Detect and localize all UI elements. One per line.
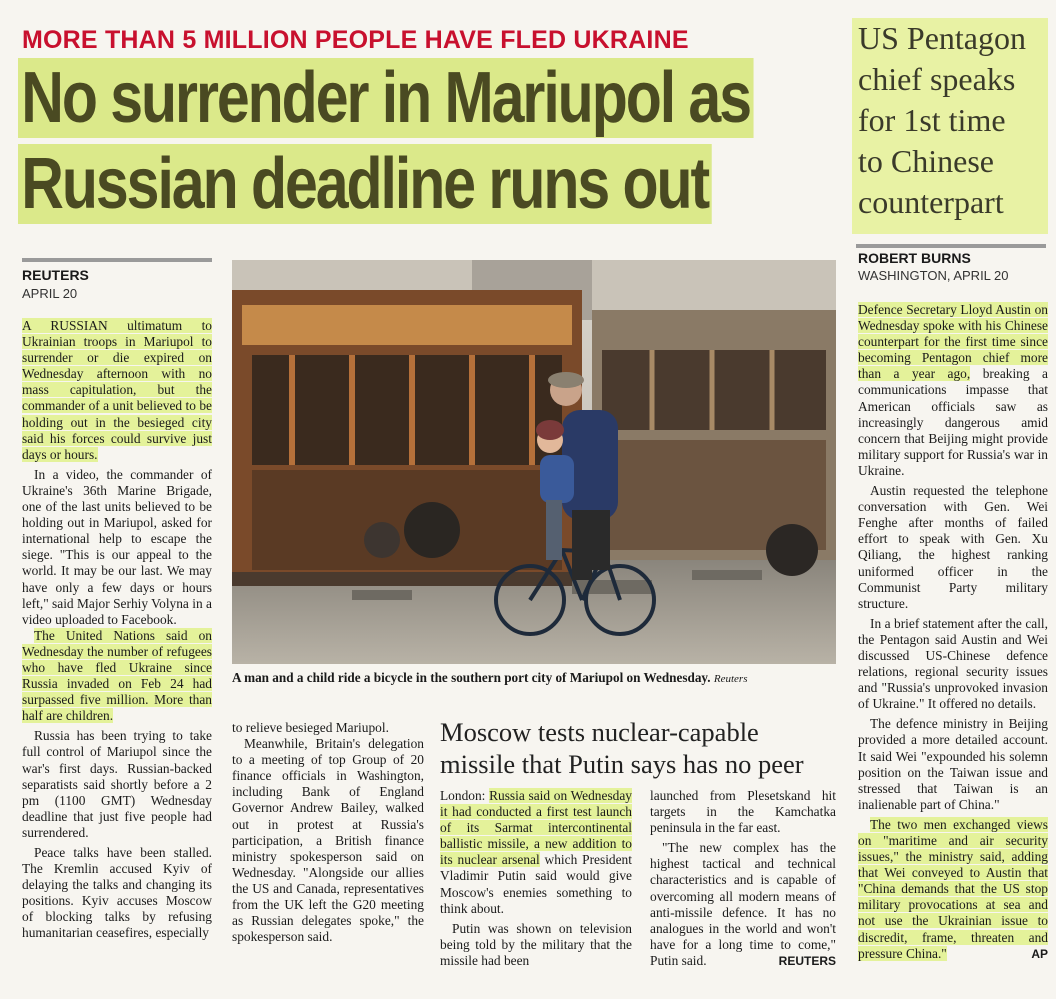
story-text: The two men exchanged views on "maritime and air security issues," the ministry said, adding that Wei conveyed to Austin that "China demands that the US stop military provocations at sea and not use the Ukrainian issue to discredit, frame, threaten and pressure China.": [858, 816, 1048, 961]
news-photo: [232, 260, 836, 664]
story-paragraph: to relieve besieged Mariupol.: [232, 720, 389, 735]
side-headline-line: counterpart: [858, 184, 1004, 220]
side-headline-line: for 1st time: [858, 102, 1006, 138]
story-text: Russia said on Wednesday it had conducted a first test launch of its Sarmat intercontinental ballistic missile, a new addition to its nuclear arsenal: [440, 788, 632, 868]
story-paragraph: In a video, the commander of Ukraine's 36th Marine Brigade, one of the last units believed to be holding out in Mariupol, asked for international help to escape the siege. "This is our appeal to the world. It may be our last. We may have only a few days or hours left," said Major Serhiy Volyna in a video uploaded to Facebook.: [22, 466, 212, 627]
photo-credit: Reuters: [713, 673, 748, 685]
dateline-location: London:: [440, 788, 486, 803]
side-headline-line: US Pentagon: [858, 20, 1026, 56]
side-story-column: [858, 302, 1048, 962]
story-paragraph: The defence ministry in Beijing provided a more detailed account. It said Wei "expounded his solemn position on the Taiwan issue and stressed that Taiwan is an inalienable part of China.": [858, 716, 1048, 812]
story-text: "The new complex has the highest tactical and technical characteristics and is capable of overcoming all modern means of anti-missile defence. It has no analogues in the world and won't have for a long time to come," Putin said.: [650, 840, 836, 968]
missile-story-column-2: [650, 788, 836, 969]
missile-story-column-1: [440, 788, 632, 969]
main-story-column-1: [22, 318, 212, 942]
signoff: AP: [1031, 946, 1048, 961]
main-headline-line-1: No surrender in Mariupol as: [18, 58, 753, 138]
story-paragraph: Putin was shown on television being told by the military that the missile had been: [440, 920, 632, 968]
main-headline-line-2: Russian deadline runs out: [18, 144, 711, 224]
photo-caption-text: A man and a child ride a bicycle in the southern port city of Mariupol on Wednesday.: [232, 670, 711, 685]
story-text: breaking a communications impasse that American officials saw as increasingly dangerous amid concern that Beijing might provide military support for Russia's war in Ukraine.: [858, 366, 1049, 478]
story-paragraph: Austin requested the telephone conversation with Gen. Wei Fenghe after months of failed effort to speak with Gen. Xu Qiliang, the highest ranking uniformed officer in the Communist Party military structure.: [858, 483, 1048, 611]
main-headline: [18, 58, 751, 230]
story-paragraph: Meanwhile, Britain's delegation to a meeting of top Group of 20 finance officials in Washington, including Bank of England Governor Andrew Bailey, walked out in protest at Russia's participation, a British finance ministry spokesperson said on Wednesday. "Alongside our allies the US and Canada, representatives from the UK left the G20 meeting as Russian delegates spoke," the spokesperson said.: [232, 736, 424, 945]
story-paragraph: [650, 840, 836, 969]
missile-story-headline: Moscow tests nuclear-capable missile that Putin says has no peer: [440, 717, 804, 779]
signoff: REUTERS: [778, 953, 836, 968]
story-paragraph: launched from Plesetskand hit targets in the Kamchatka peninsula in the far east.: [650, 788, 836, 836]
dateline: APRIL 20: [22, 286, 78, 301]
main-story-column-2: [232, 720, 424, 945]
column-rule: [22, 258, 212, 262]
kicker-headline: MORE THAN 5 MILLION PEOPLE HAVE FLED UKRAINE: [22, 26, 689, 54]
story-text: which President Vladimir Putin said would give Moscow's enemies something to think about.: [440, 852, 632, 916]
byline: REUTERS: [22, 267, 89, 283]
story-paragraph: Russia has been trying to take full control of Mariupol since the war's first days. Russian-backed separatists said shortly before a 2 pm (1100 GMT) Wednesday deadline that just five people had surrendered.: [22, 728, 212, 840]
story-text: Defence Secretary Lloyd Austin on Wednesday spoke with his Chinese counterpart for the first time since becoming Pentagon chief more than a year ago,: [858, 302, 1048, 382]
story-paragraph: The United Nations said on Wednesday the number of refugees who have fled Ukraine since Russia invaded on Feb 24 had surpassed five million. More than half are children.: [22, 627, 212, 724]
column-rule: [856, 244, 1046, 248]
story-paragraph: In a brief statement after the call, the Pentagon said Austin and Wei discussed US-Chinese defence relations, regional security issues and "Russia's unprovoked invasion of Ukraine." It offered no details.: [858, 615, 1048, 712]
story-paragraph: A RUSSIAN ultimatum to Ukrainian troops in Mariupol to surrender or die expired on Wednesday afternoon with no mass capitulation, but the commander of a unit believed to be holding out in the besieged city said his forces could survive just days or hours.: [22, 318, 212, 462]
side-headline-line: chief speaks: [858, 61, 1016, 97]
side-headline: [852, 18, 1048, 234]
side-byline: ROBERT BURNS: [858, 250, 971, 266]
side-dateline: WASHINGTON, APRIL 20: [858, 268, 1009, 283]
side-headline-line: to Chinese: [858, 143, 994, 179]
story-paragraph: Peace talks have been stalled. The Kremlin accused Kyiv of delaying the talks and changing its positions. Kyiv accuses Moscow of blocking talks by refusing humanitarian ceasefires, especially: [22, 845, 212, 941]
photo-caption: [232, 670, 836, 686]
